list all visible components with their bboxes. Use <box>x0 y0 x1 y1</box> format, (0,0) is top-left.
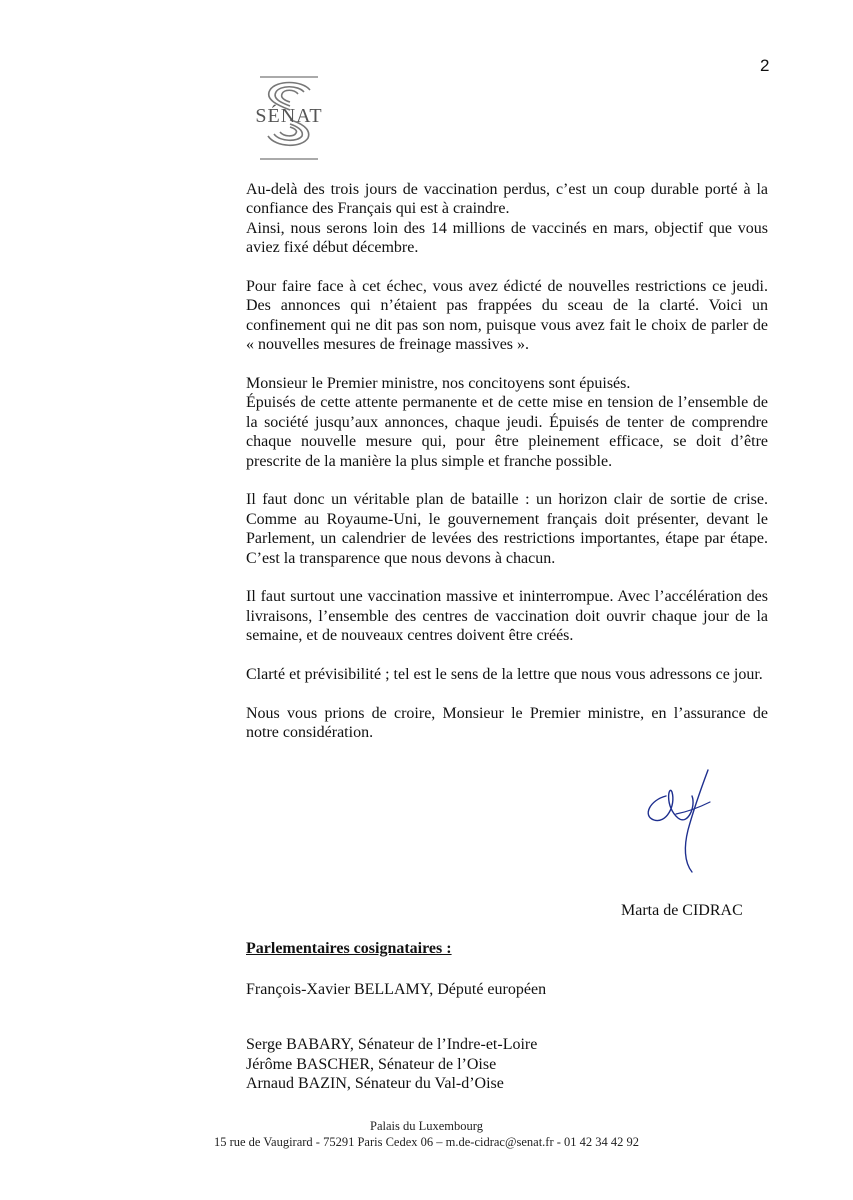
handwritten-signature <box>636 766 726 876</box>
paragraph-line: Nous vous prions de croire, Monsieur le Premier ministre, en l’assurance de notre considération. <box>246 704 768 742</box>
footer-line-1: Palais du Luxembourg <box>370 1119 483 1133</box>
paragraph-line: Monsieur le Premier ministre, nos concitoyens sont épuisés. <box>246 375 631 393</box>
page-number: 2 <box>760 56 770 75</box>
paragraph-line: Ainsi, nous serons loin des 14 millions de vaccinés en mars, objectif que vous aviez fixé début décembre. <box>246 219 768 257</box>
cosignatory: François-Xavier BELLAMY, Député européen <box>246 981 547 998</box>
footer-address <box>0 1118 853 1150</box>
paragraph-line: Au-delà des trois jours de vaccination perdus, c’est un coup durable porté à la confiance des Français qui est à craindre. <box>246 181 768 218</box>
paragraph-7 <box>246 704 768 743</box>
cosignatories-title: Parlementaires cosignataires : <box>246 940 452 957</box>
logo-wordmark: SÉNAT <box>255 105 323 127</box>
paragraph-line: Il faut surtout une vaccination massive et ininterrompue. Avec l’accélération des livraisons, l’ensemble des centres de vaccination doit ouvrir chaque jour de la semaine, et de nouveaux centres doivent être créés. <box>246 588 768 645</box>
cosignatory: Arnaud BAZIN, Sénateur du Val-d’Oise <box>246 1075 504 1093</box>
paragraph-2 <box>246 277 768 355</box>
cosignatories-list <box>246 980 766 1094</box>
paragraph-line: Il faut donc un véritable plan de bataille : un horizon clair de sortie de crise. Comme au Royaume-Uni, le gouvernement français doit présenter, devant le Parlement, un calendrier de levées des restrictions importantes, étape par étape. C’est la transparence que nous devons à chacun. <box>246 491 768 567</box>
signer-name: Marta de CIDRAC <box>621 902 743 919</box>
paragraph-4 <box>246 490 768 568</box>
cosignatory: Serge BABARY, Sénateur de l’Indre-et-Loire <box>246 1036 538 1054</box>
paragraph-5 <box>246 587 768 645</box>
footer-line-2: 15 rue de Vaugirard - 75291 Paris Cedex 06 – m.de-cidrac@senat.fr - 01 42 34 42 92 <box>213 1135 640 1149</box>
paragraph-line: Clarté et prévisibilité ; tel est le sens de la lettre que nous vous adressons ce jour. <box>246 666 763 684</box>
cosignatory: Jérôme BASCHER, Sénateur de l’Oise <box>246 1055 497 1073</box>
paragraph-line: Pour faire face à cet échec, vous avez édicté de nouvelles restrictions ce jeudi. Des annonces qui n’étaient pas frappées du sceau de la clarté. Voici un confinement qui ne dit pas son nom, puisque vous avez fait le choix de parler de « nouvelles mesures de freinage massives ». <box>246 278 768 354</box>
senat-logo <box>246 76 332 160</box>
paragraph-line: Épuisés de cette attente permanente et de cette mise en tension de l’ensemble de la société jusqu’aux annonces, chaque jeudi. Épuisés de tenter de comprendre chaque nouvelle mesure qui, pour être pleinement efficace, se doit d’être prescrite de la manière la plus simple et franche possible. <box>246 394 768 470</box>
paragraph-1 <box>246 180 768 258</box>
letter-body <box>246 180 768 762</box>
paragraph-6 <box>246 665 768 684</box>
paragraph-3 <box>246 374 768 471</box>
